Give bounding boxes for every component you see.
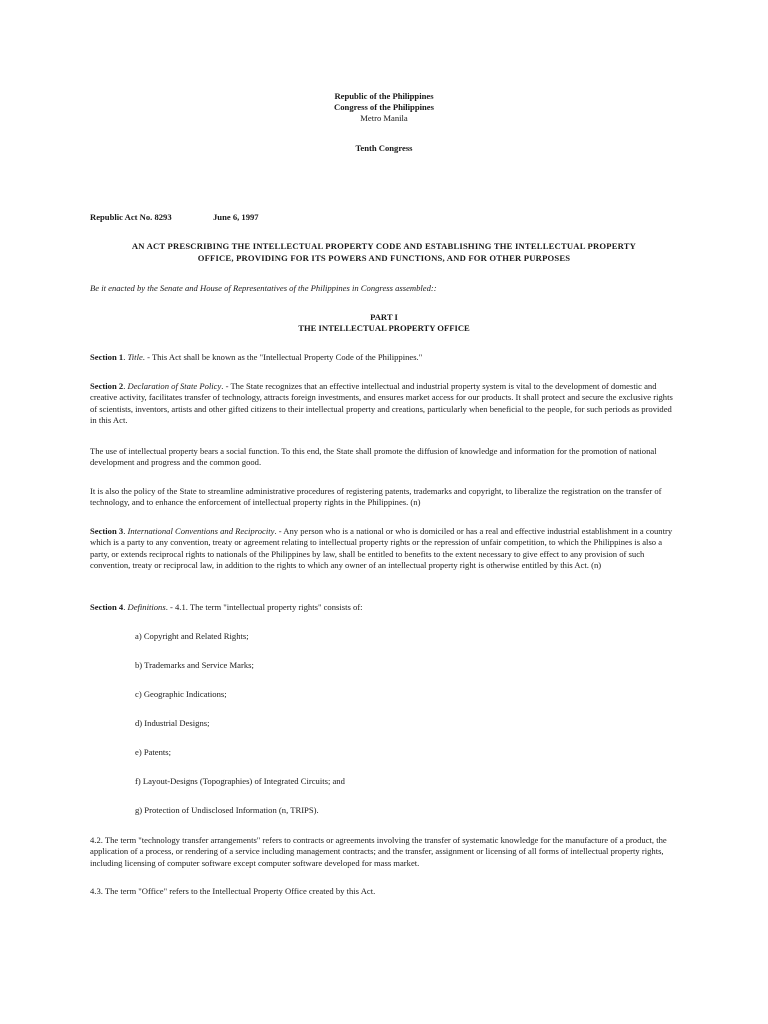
list-item: c) Geographic Indications; <box>135 689 227 699</box>
section-1-label: Section 1 <box>90 352 124 362</box>
section-4: Section 4. Definitions. - 4.1. The term "intellectual property rights" consists of: <box>90 602 363 612</box>
section-3: Section 3. International Conventions and Reciprocity. - Any person who is a national or who is domiciled or has a real and effective industrial establishment in a country which is a party to any convention, treaty or agreement relating to intellectual property rights or the repression of unfair competition, to which the Philippines is also a party, or extends reciprocal rights to nationals of the Philippines by law, shall be entitled to benefits to the extent necessary to give effect to any provision of such convention, treaty or reciprocal law, in addition to the rights to which any owner of an intellectual property right is otherwise entitled by this Act. (n) <box>90 526 673 570</box>
list-item: d) Industrial Designs; <box>135 718 210 728</box>
list-item: a) Copyright and Related Rights; <box>135 631 249 641</box>
location-line: Metro Manila <box>360 113 408 123</box>
enacting-clause: Be it enacted by the Senate and House of Representatives of the Philippines in Congress assembled:: <box>90 283 437 293</box>
section-2-paragraph-3: It is also the policy of the State to streamline administrative procedures of registering patents, trademarks and copyright, to liberalize the registration on the transfer of technology, and to enhance the enforcement of intellectual property rights in the Philippines. (n) <box>90 486 662 508</box>
section-4-label: Section 4 <box>90 602 124 612</box>
section-4-heading: Definitions <box>127 602 166 612</box>
section-4-2: 4.2. The term "technology transfer arrangements" refers to contracts or agreements involving the transfer of systematic knowledge for the manufacture of a product, the application of a process, or rendering of a service including management contracts; and the transfer, assignment or licensing of all forms of intellectual property rights, including licensing of computer software except computer software developed for mass market. <box>90 835 667 868</box>
act-number: Republic Act No. 8293 <box>90 212 172 222</box>
section-3-body: Any person who is a national or who is domiciled or has a real and effective industrial establishment in a country which is a party to any convention, treaty or agreement relating to intellectual property rights or the repression of unfair competition, to which the Philippines is also a party, or extends reciprocal rights to nationals of the Philippines by law, shall be entitled to benefits to the extent necessary to give effect to any provision of such convention, treaty or reciprocal law, in addition to the rights to which any owner of an intellectual property right is otherwise entitled by this Act. (n) <box>90 526 673 570</box>
section-3-heading: International Conventions and Reciprocity <box>127 526 275 536</box>
list-item: b) Trademarks and Service Marks; <box>135 660 254 670</box>
section-1-heading: Title <box>127 352 143 362</box>
section-2-label: Section 2 <box>90 381 124 391</box>
section-2-heading: Declaration of State Policy <box>127 381 222 391</box>
act-title-line1: AN ACT PRESCRIBING THE INTELLECTUAL PROPERTY CODE AND ESTABLISHING THE INTELLECTUAL PROPERTY <box>131 241 637 251</box>
act-date: June 6, 1997 <box>213 212 259 222</box>
congress-heading: Congress of the Philippines <box>334 102 434 112</box>
section-2-body: The State recognizes that an effective intellectual and industrial property system is vital to the development of domestic and creative activity, facilitates transfer of technology, attracts foreign investments, and ensures market access for our products. It shall protect and secure the exclusive rights of scientists, inventors, artists and other gifted citizens to their intellectual property and creations, particularly when beneficial to the people, for such periods as provided in this Act. <box>90 381 673 425</box>
section-4-intro: 4.1. The term "intellectual property rights" consists of: <box>175 602 363 612</box>
act-title-line2: OFFICE, PROVIDING FOR ITS POWERS AND FUNCTIONS, AND FOR OTHER PURPOSES <box>197 253 571 263</box>
section-2-paragraph-2: The use of intellectual property bears a social function. To this end, the State shall promote the diffusion of knowledge and information for the promotion of national development and progress and the common good. <box>90 446 657 468</box>
section-3-label: Section 3 <box>90 526 124 536</box>
section-2: Section 2. Declaration of State Policy. - The State recognizes that an effective intellectual and industrial property system is vital to the development of domestic and creative activity, facilitates transfer of technology, attracts foreign investments, and ensures market access for our products. It shall protect and secure the exclusive rights of scientists, inventors, artists and other gifted citizens to their intellectual property and creations, particularly when beneficial to the people, for such periods as provided in this Act. <box>90 381 673 425</box>
section-1-body: This Act shall be known as the "Intellectual Property Code of the Philippines." <box>151 352 423 362</box>
list-item: e) Patents; <box>135 747 172 757</box>
part-title: THE INTELLECTUAL PROPERTY OFFICE <box>298 323 470 333</box>
part-label: PART I <box>370 312 398 322</box>
list-item: f) Layout-Designs (Topographies) of Integrated Circuits; and <box>135 776 345 786</box>
session-heading: Tenth Congress <box>355 143 413 153</box>
list-item: g) Protection of Undisclosed Information (n, TRIPS). <box>135 805 319 815</box>
republic-heading: Republic of the Philippines <box>334 91 434 101</box>
section-1: Section 1. Title. - This Act shall be known as the "Intellectual Property Code of the Philippines." <box>90 352 423 362</box>
section-4-3: 4.3. The term "Office" refers to the Intellectual Property Office created by this Act. <box>90 886 376 896</box>
